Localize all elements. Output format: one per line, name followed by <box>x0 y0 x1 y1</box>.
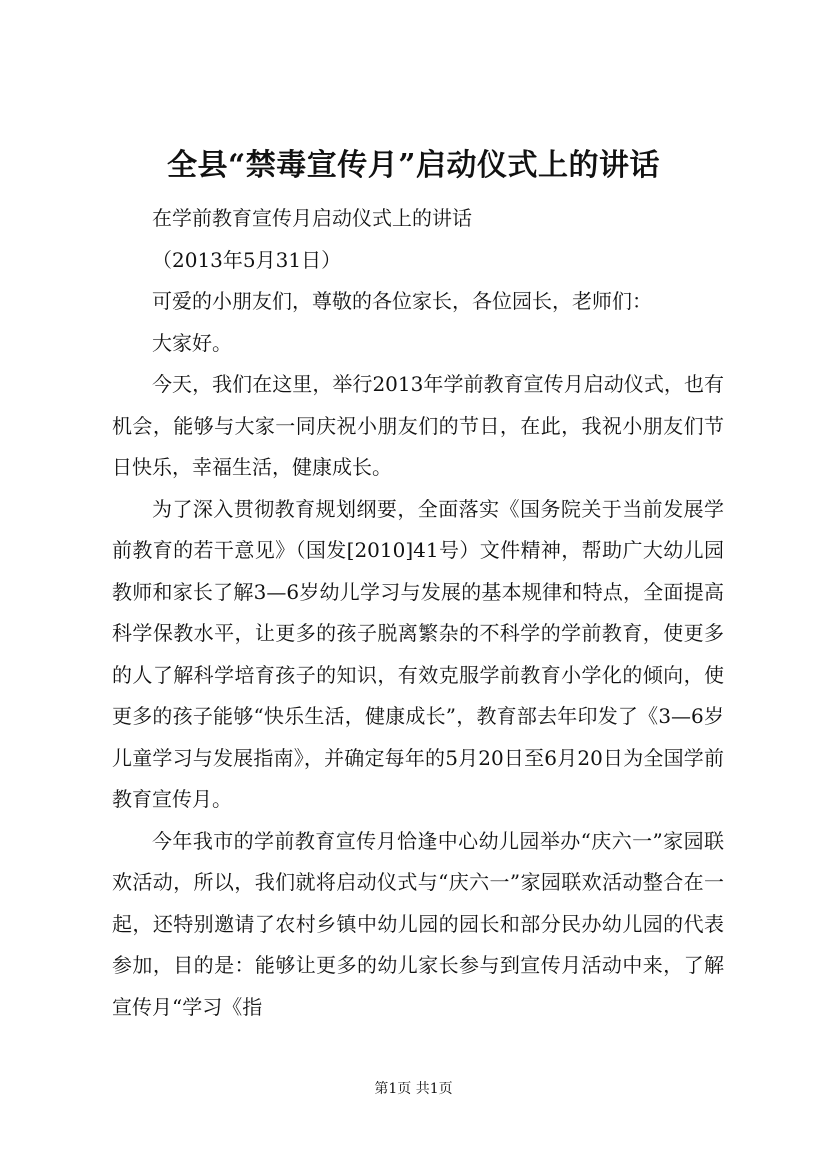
body-paragraph: 今年我市的学前教育宣传月恰逢中心幼儿园举办“庆六一”家园联欢活动，所以，我们就将启动仪式与“庆六一”家园联欢活动整合在一起，还特别邀请了农村乡镇中幼儿园的园长和部分民办幼儿园的代表参加，目的是：能够让更多的幼儿家长参与到宣传月活动中来，了解宣传月“学习《指 <box>112 828 724 1019</box>
body-paragraph: 今天，我们在这里，举行2013年学前教育宣传月启动仪式，也有机会，能够与大家一同庆祝小朋友们的节日，在此，我祝小朋友们节日快乐，幸福生活，健康成长。 <box>112 372 724 479</box>
greeting: 大家好。 <box>152 330 232 355</box>
document-body <box>112 198 724 1028</box>
salutation: 可爱的小朋友们，尊敬的各位家长，各位园长，老师们： <box>152 289 652 313</box>
speech-date: （2013年5月31日） <box>152 247 342 272</box>
speech-subtitle: 在学前教育宣传月启动仪式上的讲话 <box>152 206 472 230</box>
page-number-footer: 第1页 共1页 <box>374 1081 453 1097</box>
document-title: 全县“禁毒宣传月”启动仪式上的讲话 <box>166 148 660 183</box>
body-paragraph: 为了深入贯彻教育规划纲要，全面落实《国务院关于当前发展学前教育的若干意见》（国发[2010]41号）文件精神，帮助广大幼儿园教师和家长了解3—6岁幼儿学习与发展的基本规律和特点，全面提高科学保教水平，让更多的孩子脱离繁杂的不科学的学前教育，使更多的人了解科学培育孩子的知识，有效克服学前教育小学化的倾向，使更多的孩子能够“快乐生活，健康成长”，教育部去年印发了《3—6岁儿童学习与发展指南》，并确定每年的5月20日至6月20日为全国学前教育宣传月。 <box>112 496 724 811</box>
